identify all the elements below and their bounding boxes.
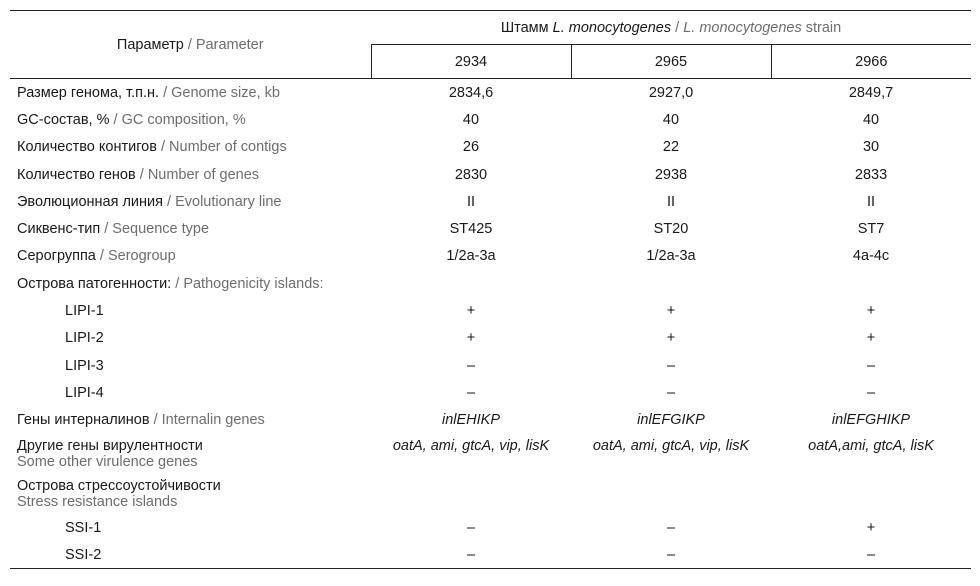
cell-value: +: [866, 330, 876, 347]
strain-column-header: 2934: [371, 45, 571, 79]
cell-value: +: [466, 303, 476, 320]
strain-column-header: 2965: [571, 45, 771, 79]
row-label: Гены интерналинов / Internalin genes: [17, 412, 265, 429]
cell-value: 40: [662, 111, 680, 128]
table-row: [10, 434, 971, 474]
cell-value: +: [866, 519, 876, 536]
cell-value: +: [466, 330, 476, 347]
table-row: [10, 352, 971, 379]
table-row: [10, 215, 971, 242]
cell-value: 2830: [454, 166, 488, 183]
cell-value: inlEFGHIKP: [831, 412, 911, 429]
cell-value: oatA, ami, gtcA, vip, lisK: [592, 437, 750, 454]
cell-value: –: [466, 357, 476, 374]
row-label: LIPI-3: [65, 357, 104, 374]
row-label: LIPI-4: [65, 384, 104, 401]
row-label: SSI-2: [10, 541, 371, 569]
cell-value: –: [771, 541, 971, 569]
cell-value: II: [666, 193, 676, 210]
cell-value: 2834,6: [448, 84, 494, 101]
cell-value: 40: [462, 111, 480, 128]
row-label: Количество контигов / Number of contigs: [17, 139, 287, 156]
section-label: Острова стрессоустойчивости Stress resistance islands: [17, 477, 221, 510]
cell-value: 26: [462, 139, 480, 156]
section-label: Острова патогенности: / Pathogenicity islands:: [17, 275, 324, 292]
table-row: [10, 297, 971, 324]
cell-value: 2927,0: [648, 84, 694, 101]
table-row: [10, 514, 971, 541]
cell-value: –: [666, 519, 676, 536]
cell-value: –: [371, 541, 571, 569]
cell-value: II: [866, 193, 876, 210]
cell-value: inlEHIKP: [441, 412, 501, 429]
table-row: [10, 325, 971, 352]
table-row: [10, 474, 971, 514]
cell-value: +: [866, 303, 876, 320]
row-label: GC-состав, % / GC composition, %: [17, 111, 246, 128]
cell-value: 2833: [854, 166, 888, 183]
cell-value: 40: [862, 111, 880, 128]
table-row: [10, 407, 971, 434]
cell-value: –: [866, 357, 876, 374]
parameter-header-en: Parameter: [195, 36, 264, 53]
cell-value: II: [466, 193, 476, 210]
row-label: Другие гены вирулентности Some other virulence genes: [17, 437, 203, 470]
cell-value: 2938: [654, 166, 688, 183]
table-row: [10, 106, 971, 133]
table-row: [10, 134, 971, 161]
strain-group-header: Штамм L. monocytogenes / L. monocytogenes strain: [371, 11, 971, 45]
table-row: [10, 379, 971, 406]
table-row: [10, 188, 971, 215]
row-label: LIPI-1: [65, 303, 104, 320]
cell-value: [571, 474, 771, 514]
cell-value: –: [666, 357, 676, 374]
cell-value: ST425: [449, 221, 493, 238]
cell-value: 1/2a-3a: [446, 248, 496, 265]
row-label: Размер генома, т.п.н. / Genome size, kb: [17, 84, 280, 101]
cell-value: –: [466, 384, 476, 401]
cell-value: –: [571, 541, 771, 569]
cell-value: +: [666, 330, 676, 347]
table-row: [10, 79, 971, 107]
cell-value: 30: [862, 139, 880, 156]
table-row: [10, 541, 971, 569]
cell-value: 22: [662, 139, 680, 156]
row-label: Количество генов / Number of genes: [17, 166, 260, 183]
cell-value: 1/2a-3a: [646, 248, 696, 265]
row-label: Эволюционная линия / Evolutionary line: [17, 193, 282, 210]
table-row: [10, 270, 971, 297]
strain-comparison-table: [10, 10, 971, 569]
strain-column-header: 2966: [771, 45, 971, 79]
cell-value: 4a-4c: [852, 248, 890, 265]
cell-value: [571, 270, 771, 297]
row-label: Серогруппа / Serogroup: [17, 248, 176, 265]
parameter-header-ru: Параметр: [116, 36, 184, 53]
cell-value: –: [666, 384, 676, 401]
cell-value: –: [466, 519, 476, 536]
cell-value: ST7: [857, 221, 885, 238]
cell-value: inlEFGIKP: [637, 412, 705, 429]
cell-value: –: [866, 384, 876, 401]
cell-value: [771, 474, 971, 514]
cell-value: 2849,7: [848, 84, 894, 101]
row-label: Сиквенс-тип / Sequence type: [17, 221, 210, 238]
parameter-header: Параметр / Parameter: [10, 11, 371, 79]
cell-value: oatA,ami, gtcA, lisK: [808, 437, 934, 454]
row-label: LIPI-2: [65, 330, 104, 347]
cell-value: [771, 270, 971, 297]
cell-value: [371, 270, 571, 297]
cell-value: oatA, ami, gtcA, vip, lisK: [392, 437, 550, 454]
cell-value: ST20: [653, 221, 689, 238]
table-row: [10, 243, 971, 270]
cell-value: [371, 474, 571, 514]
row-label: SSI-1: [65, 519, 102, 536]
cell-value: +: [666, 303, 676, 320]
table-row: [10, 161, 971, 188]
